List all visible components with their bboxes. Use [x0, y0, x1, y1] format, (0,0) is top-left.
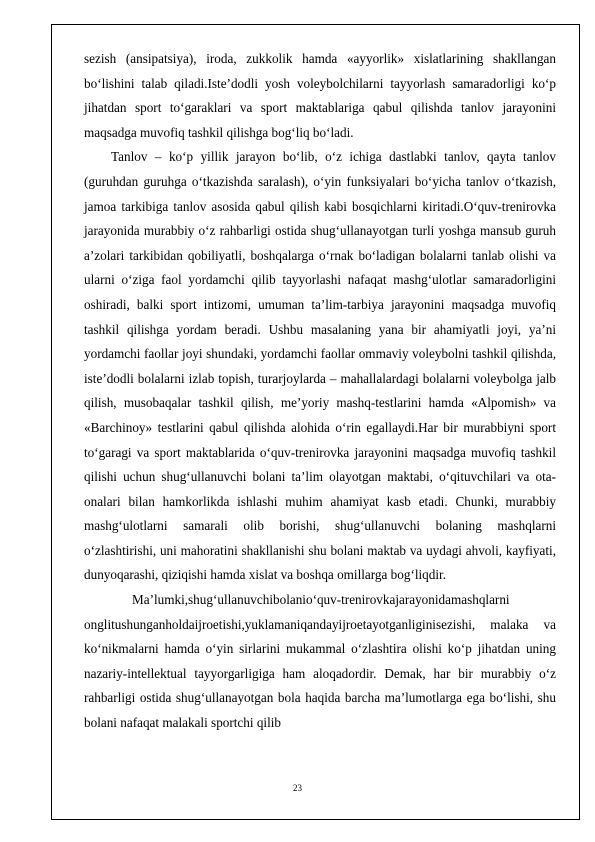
page-number: 23 — [293, 783, 302, 793]
paragraph-3: Ma’lumki,shug‘ullanuvchibolanio‘quv-trenirovkajarayonidamashqlarni onglitushunganholdaijroetishi,yuklamaniqandayijroetayotganliginisezishi, malaka va ko‘nikmalarni hamda o‘yin sirlarini mukammal o‘zlashtira olishi ko‘p jihatdan uning nazariy-intellektual tayyorgarligiga ham aloqadordir. Demak, har bir murabbiy o‘z rahbarligi ostida shug‘ullanayotgan bola haqida barcha ma’lumotlarga ega bo‘lishi, shu bolani nafaqat malakali sportchi qilib — [84, 592, 556, 731]
paragraph-1: sezish (ansipatsiya), iroda, zukkolik hamda «ayyorlik» xislatlarining shakllangan bo‘lishini talab qiladi.Iste’dodli yosh voleybolchilarni tayyorlash samaradorligi ko‘p jihatdan sport to‘garaklari va sport maktablariga qabul qilishda tanlov jarayonini maqsadga muvofiq tashkil qilishga bog‘liq bo‘ladi. — [84, 51, 556, 140]
document-body — [84, 47, 556, 736]
paragraph-2: Tanlov – ko‘p yillik jarayon bo‘lib, o‘z ichiga dastlabki tanlov, qayta tanlov (guruhdan guruhga o‘tkazishda saralash), o‘yin funksiyalari bo‘yicha tanlov o‘tkazish, jamoa tarkibiga tanlov asosida qabul qilish kabi bosqichlarni kiritadi.O‘quv-trenirovka jarayonida murabbiy o‘z rahbarligi ostida shug‘ullanayotgan turli yoshga mansub guruh a’zolari tarkibidan qobiliyatli, boshqalarga o‘rnak bo‘ladigan bolalarni tanlab olishi va ularni o‘ziga faol yordamchi qilib tayyorlashi nafaqat mashg‘ulotlar samaradorligini oshiradi, balki sport intizomi, umuman ta’lim-tarbiya jarayonini maqsadga muvofiq tashkil qilishga yordam beradi. Ushbu masalaning yana bir ahamiyatli joyi, ya’ni yordamchi faollar joyi shundaki, yordamchi faollar ommaviy voleybolni tashkil qilishda, iste’dodli bolalarni izlab topish, turarjoylarda – mahallalardagi bolalarni voleybolga jalb qilish, musobaqalar tashkil qilish, me’yoriy mashq-testlarini hamda «Alpomish» va «Barchinoy» testlarini qabul qilishda alohida o‘rin egallaydi.Har bir murabbiyni sport to‘garagi va sport maktablarida o‘quv-trenirovka jarayonini maqsadga muvofiq tashkil qilishi uchun shug‘ullanuvchi bolani ta’lim olayotgan maktabi, o‘qituvchilari va ota-onalari bilan hamkorlikda ishlashi muhim ahamiyat kasb etadi. Chunki, murabbiy mashg‘ulotlarni samarali olib borishi, shug‘ullanuvchi bolaning mashqlarni o‘zlashtirishi, uni mahoratini shakllanishi shu bolani maktab va uydagi ahvoli, kayfiyati, dunyoqarashi, qiziqishi hamda xislat va boshqa omillarga bog‘liqdir. — [84, 149, 556, 583]
